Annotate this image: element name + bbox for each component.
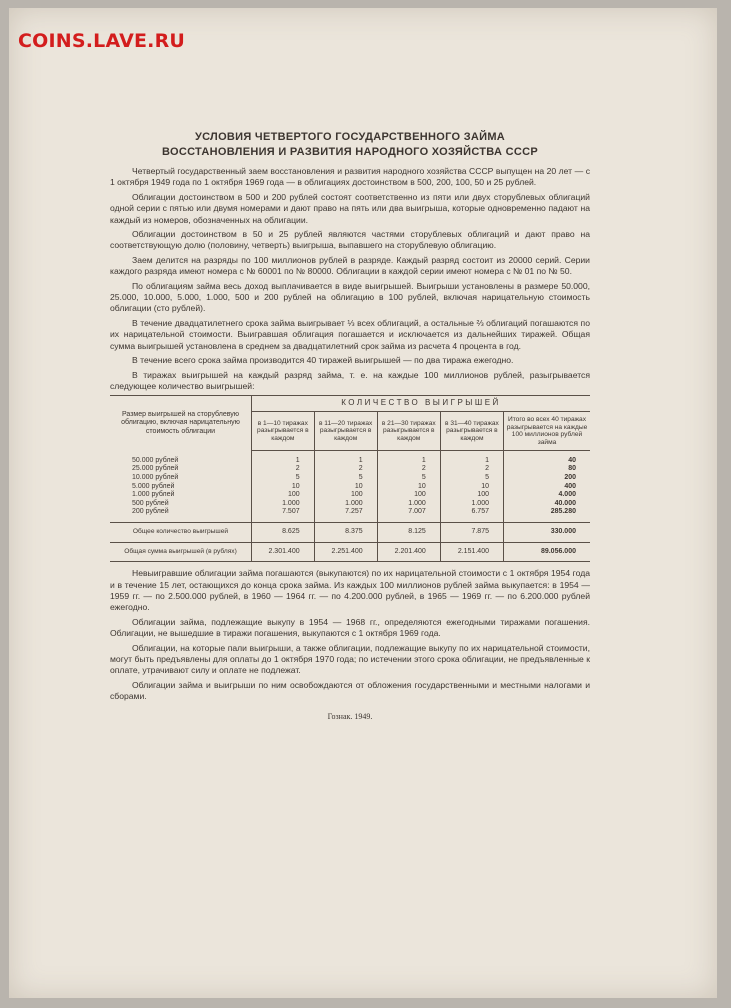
cell: 10 [377,483,440,492]
total-count-label: Общее количество выигрышей [110,522,252,542]
table-col-header: в 1—10 тиражах разыгрывается в каждом [252,411,315,450]
cell: 7.507 [252,508,315,517]
paragraph: Облигации займа и выигрыши по ним освобождаются от обложения государственными и местными налогами и сборами. [110,679,590,702]
cell: 8.625 [252,522,315,542]
cell: 200 [504,474,591,483]
cell: 1 [314,457,377,466]
cell: 80 [504,465,591,474]
table-row [110,465,590,474]
table-col-header: в 21—30 тиражах разыгрывается в каждом [377,411,440,450]
paragraph: Облигации достоинством в 500 и 200 рублей состоят соответственно из пяти или двух сторублевых облигаций одной серии с пятью или двумя номерами и дают право на пять или два выигрыша, которые одновременно падают на каждый из номеров, обозначенных на облигации. [110,191,590,225]
cell: 10 [440,483,503,492]
table-row [110,491,590,500]
cell: 100 [314,491,377,500]
cell: 4.000 [504,491,591,500]
paragraph: Четвертый государственный заем восстановления и развития народного хозяйства СССР выпущен на 20 лет — с 1 октября 1949 года по 1 октября 1969 года — в облигациях достоинством в 500, 200, 100, 50 и 25 рублей. [110,166,590,188]
paragraph: Заем делится на разряды по 100 миллионов рублей в разряде. Каждый разряд состоит из 20000 серий. Серии каждого разряда имеют номера с № 60001 по № 80000. Облигации в каждой серии имеют номера с № 01 по № 50. [110,254,590,277]
cell: 2.151.400 [440,542,503,562]
cell: 100 [440,491,503,500]
total-count-row [110,522,590,542]
table-col-header: в 11—20 тиражах разыгрывается в каждом [314,411,377,450]
table-row [110,500,590,509]
cell: 40 [504,457,591,466]
cell: 5 [377,474,440,483]
row-label: 500 рублей [132,499,169,507]
cell: 100 [252,491,315,500]
cell: 7.257 [314,508,377,517]
title-line-1: УСЛОВИЯ ЧЕТВЕРТОГО ГОСУДАРСТВЕННОГО ЗАЙМА [194,131,506,143]
cell: 2.201.400 [377,542,440,562]
document-title [110,130,590,160]
paragraph: Невыигравшие облигации займа погашаются (выкупаются) по их нарицательной стоимости с 1 октября 1954 года и в течение 15 лет, остающихся до конца срока займа. Из каждых 100 миллионов рублей займа выкупается: в 1954 — 1959 гг. — по 2.500.000 рублей, в 1960 — 1964 гг. — по 4.200.000 рублей, в 1965 — 1969 гг. — по 6.200.000 рублей ежегодно. [110,568,590,613]
cell: 2.251.400 [314,542,377,562]
cell: 330.000 [504,522,591,542]
cell: 2.301.400 [252,542,315,562]
cell: 2 [440,465,503,474]
paragraph: Облигации займа, подлежащие выкупу в 1954 — 1968 гг., определяются ежегодными тиражами погашения. Облигации, не вышедшие в тиражи погашения, выкупаются с 1 октября 1969 года. [110,616,590,639]
paragraph: Облигации, на которые пали выигрыши, а также облигации, подлежащие выкупу по их нарицательной стоимости, могут быть предъявлены для оплаты до 1 октября 1970 года; по истечении этого срока облигации, не предъявленные к оплате, утрачивают силу и оплате не подлежат. [110,642,590,676]
cell: 1 [252,457,315,466]
table-col0-header: Размер выигрышей на сторублевую облигацию, включая нарицательную стоимость облигации [110,396,252,451]
row-label: 50.000 рублей [132,456,179,464]
cell: 10 [314,483,377,492]
cell: 100 [377,491,440,500]
row-label: 25.000 рублей [132,465,179,473]
total-sum-label: Общая сумма выигрышей (в рублях) [110,542,252,562]
paragraph: В тиражах выигрышей на каждый разряд займа, т. е. на каждые 100 миллионов рублей, разыгрывается следующее количество выигрышей: [110,369,590,391]
cell: 5 [314,474,377,483]
row-label: 5.000 рублей [132,482,175,490]
cell: 8.375 [314,522,377,542]
cell: 1.000 [377,500,440,509]
cell: 2 [314,465,377,474]
cell: 40.000 [504,500,591,509]
paragraph: В течение двадцатилетнего срока займа выигрывает ⅓ всех облигаций, а остальные ⅔ облигаций погашаются по их нарицательной стоимости. Выигравшая облигация погашается и исключается из дальнейших тиражей. Общая сумма выигрышей установлена в среднем за двадцатилетний срок займа из расчета 4 процента в год. [110,317,590,351]
document-body [110,130,590,722]
table-row [110,474,590,483]
cell: 1.000 [440,500,503,509]
table-col-header: в 31—40 тиражах разыгрывается в каждом [440,411,503,450]
table-row [110,483,590,492]
printer-imprint: Гознак. 1949. [327,711,373,721]
cell: 7.875 [440,522,503,542]
winnings-table [110,395,590,562]
cell: 5 [252,474,315,483]
paragraph: В течение всего срока займа производится 40 тиражей выигрышей — по два тиража ежегодно. [132,355,514,366]
paragraph: Облигации достоинством в 50 и 25 рублей являются частями сторублевых облигаций и дают право на соответствующую долю (половину, четверть) выигрыша, выпавшего на сторублевую облигацию. [110,229,590,251]
row-label: 10.000 рублей [132,473,179,481]
row-label: 200 рублей [132,508,169,516]
table-row [110,457,590,466]
cell: 2 [377,465,440,474]
cell: 89.056.000 [504,542,591,562]
row-label: 1.000 рублей [132,491,175,499]
cell: 1 [440,457,503,466]
cell: 8.125 [377,522,440,542]
cell: 285.280 [504,508,591,517]
watermark: COINS.LAVE.RU [18,30,186,52]
cell: 1 [377,457,440,466]
total-sum-row [110,542,590,562]
cell: 5 [440,474,503,483]
cell: 2 [252,465,315,474]
cell: 1.000 [314,500,377,509]
cell: 6.757 [440,508,503,517]
cell: 10 [252,483,315,492]
paragraph: По облигациям займа весь доход выплачивается в виде выигрышей. Выигрыши установлены в размере 50.000, 25.000, 10.000, 5.000, 1.000, 500 и 200 рублей на облигацию в 100 рублей, включая нарицательную стоимость облигации (сто рублей). [110,280,590,314]
table-col-header: Итого во всех 40 тиражах разыгрывается на каждые 100 миллионов рублей займа [504,411,591,450]
table-row [110,508,590,517]
cell: 7.007 [377,508,440,517]
title-line-2: ВОССТАНОВЛЕНИЯ И РАЗВИТИЯ НАРОДНОГО ХОЗЯЙСТВА СССР [162,146,538,158]
cell: 400 [504,483,591,492]
cell: 1.000 [252,500,315,509]
table-group-header: КОЛИЧЕСТВО ВЫИГРЫШЕЙ [252,396,591,412]
